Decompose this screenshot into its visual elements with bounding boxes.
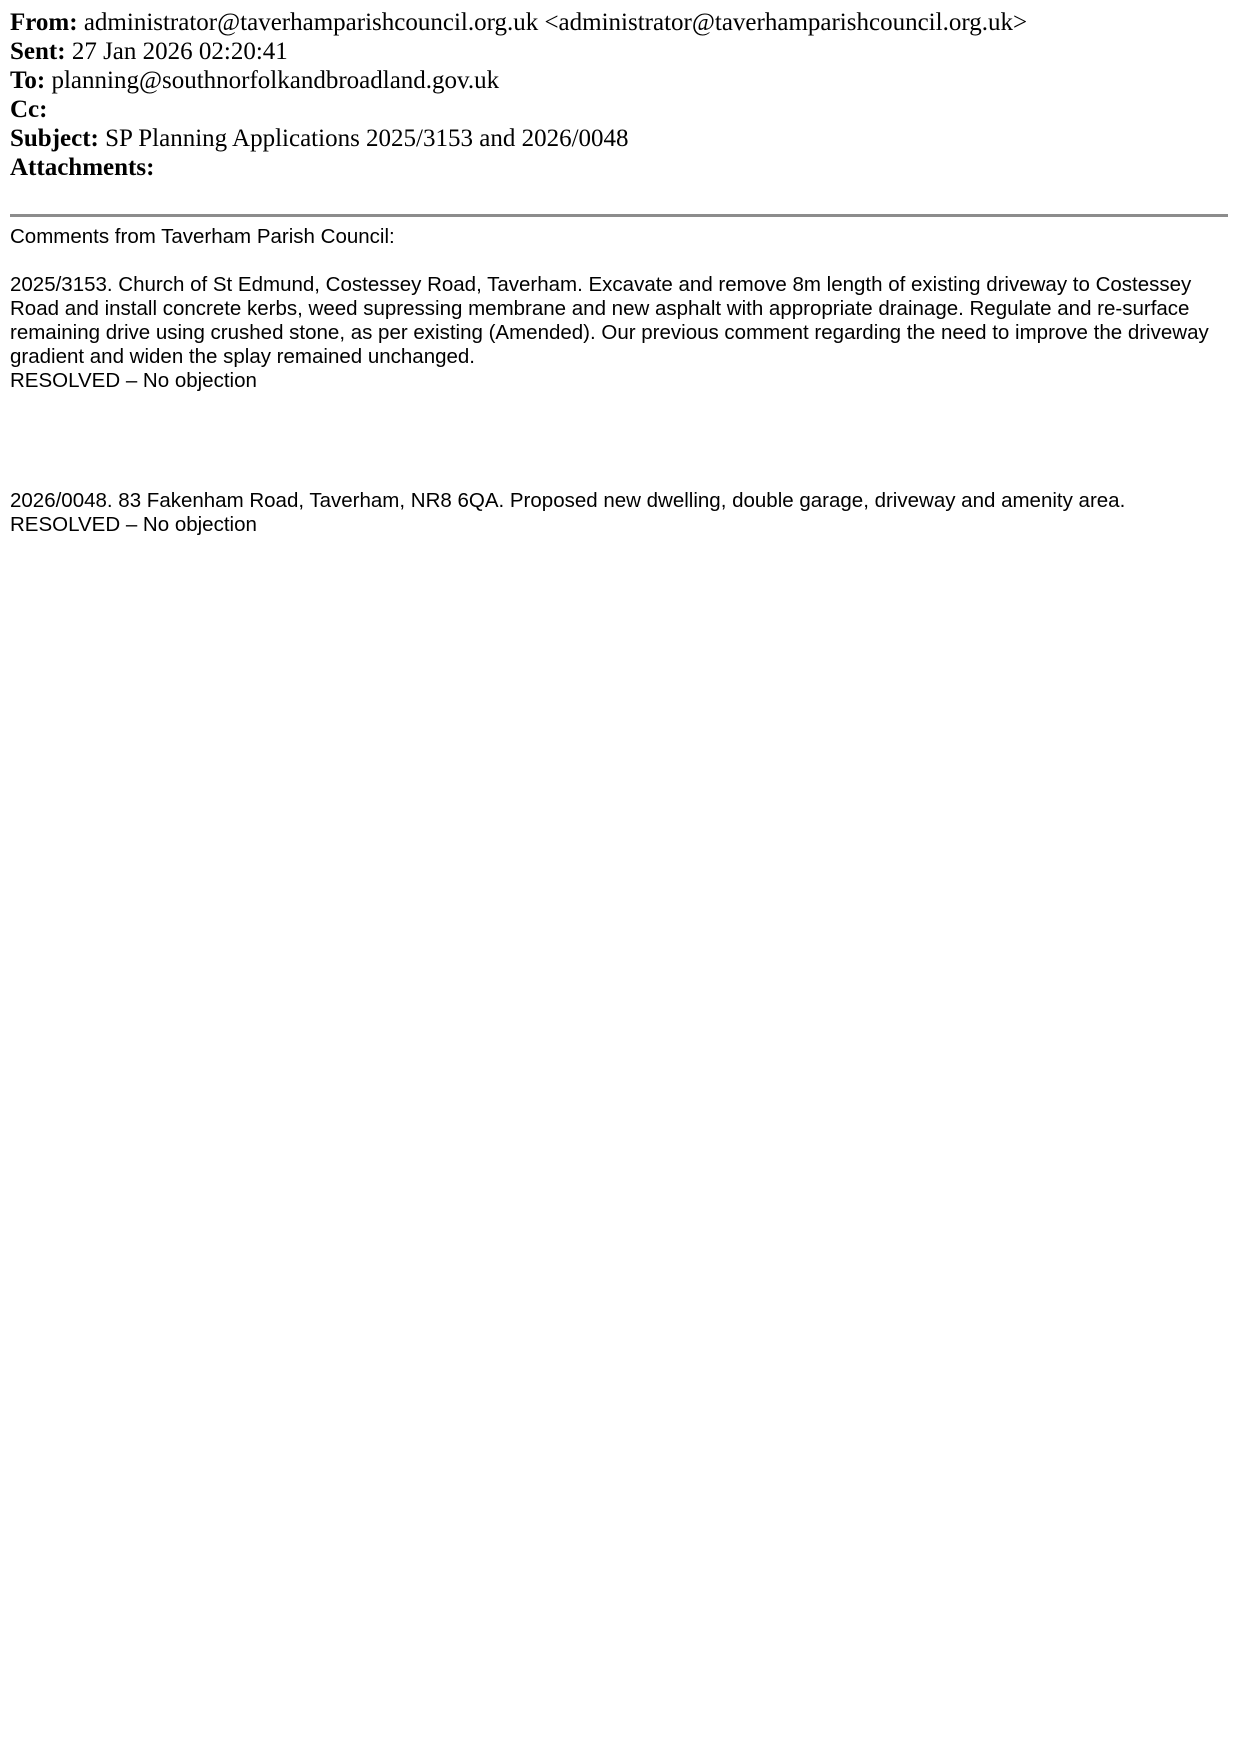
header-spacer (10, 182, 1228, 214)
email-document (10, 8, 1228, 537)
application-item (10, 273, 1228, 393)
intro-line: Comments from Taverham Parish Council: (10, 225, 395, 248)
from-label: From: (10, 9, 78, 36)
subject-value: SP Planning Applications 2025/3153 and 2026/0048 (105, 125, 629, 152)
subject-label: Subject: (10, 125, 99, 152)
email-header (10, 8, 1228, 182)
attachments-label: Attachments: (10, 154, 155, 181)
application-resolution: RESOLVED – No objection (10, 369, 257, 392)
to-row (10, 66, 1228, 95)
sent-label: Sent: (10, 38, 66, 65)
application-description: 2026/0048. 83 Fakenham Road, Taverham, NR8 6QA. Proposed new dwelling, double garage, driveway and amenity area. (10, 489, 1126, 512)
to-value: planning@southnorfolkandbroadland.gov.uk (51, 67, 500, 94)
from-value: administrator@taverhamparishcouncil.org.uk <administrator@taverhamparishcouncil.org.uk> (83, 9, 1028, 36)
attachments-row (10, 153, 1228, 182)
cc-row (10, 95, 1228, 124)
subject-row (10, 124, 1228, 153)
application-item (10, 489, 1228, 537)
application-description: 2025/3153. Church of St Edmund, Costessey Road, Taverham. Excavate and remove 8m length of existing driveway to Costessey Road and install concrete kerbs, weed supressing membrane and new asphalt with appropriate drainage. Regulate and re-surface remaining drive using crushed stone, as per existing (Amended). Our previous comment regarding the need to improve the driveway gradient and widen the splay remained unchanged. (10, 273, 1209, 368)
cc-label: Cc: (10, 96, 48, 123)
from-row (10, 8, 1228, 37)
application-resolution: RESOLVED – No objection (10, 513, 257, 536)
to-label: To: (10, 67, 46, 94)
sent-row (10, 37, 1228, 66)
spacer (10, 393, 1228, 489)
spacer (10, 249, 1228, 273)
sent-value: 27 Jan 2026 02:20:41 (71, 38, 288, 65)
header-divider (10, 214, 1228, 217)
email-body (10, 225, 1228, 537)
